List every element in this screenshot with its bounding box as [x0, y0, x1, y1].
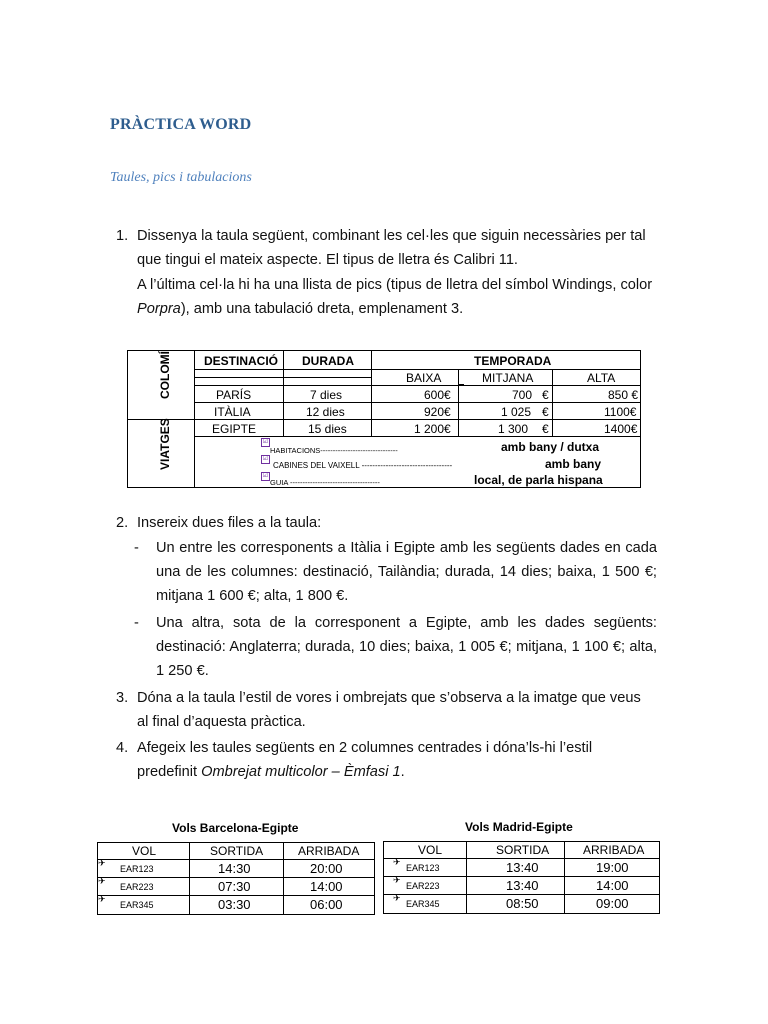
checkbox-bullet-icon: ☑	[262, 473, 269, 479]
header-durada: DURADA	[302, 354, 354, 368]
cell-alta: 850 €	[608, 388, 639, 402]
plane-icon: ✈	[393, 875, 401, 885]
header-mitjana: MITJANA	[482, 371, 534, 385]
table-side-label-bottom: VIATGES	[158, 418, 172, 470]
cell-baixa: 920€	[424, 405, 451, 419]
flight-arrival: 14:00	[596, 878, 629, 893]
flight-arrival: 09:00	[596, 896, 629, 911]
header-temporada: TEMPORADA	[474, 354, 552, 368]
flight-departure: 07:30	[218, 879, 251, 894]
bullet-value: amb bany	[545, 457, 602, 471]
plane-icon: ✈	[98, 894, 106, 904]
flight-table-title: Vols Madrid-Egipte	[465, 820, 573, 834]
item-number: 1.	[116, 228, 129, 244]
item-number: 4.	[116, 740, 129, 756]
flight-number: EAR223	[120, 882, 154, 892]
cell-baixa: 600€	[424, 388, 451, 402]
flight-arrival: 14:00	[310, 879, 343, 894]
header-destinacio: DESTINACIÓ	[204, 354, 279, 368]
plane-icon: ✈	[98, 858, 106, 868]
flight-departure: 14:30	[218, 861, 251, 876]
flight-header: ARRIBADA	[583, 843, 645, 857]
item-2-text: Insereix dues files a la taula:	[137, 515, 322, 531]
cell-baixa: 1 200€	[414, 422, 451, 436]
item-3-text: Dóna a la taula l’estil de vores i ombrejats que s’observa a la imatge que veus al final d’aquesta pràctica.	[137, 690, 641, 730]
flight-table-barcelona	[97, 842, 375, 915]
cell-mitjana: 1 300	[498, 422, 529, 436]
cell-dest: EGIPTE	[212, 422, 257, 436]
page-title: PRÀCTICA WORD	[110, 116, 252, 133]
flight-arrival: 06:00	[310, 897, 343, 912]
item-4-text-a: Afegeix les taules següents en 2 columnes centrades i dóna’ls-hi l’estil predefinit	[137, 740, 593, 780]
cell-alta: 1400€	[604, 422, 638, 436]
flight-number: EAR345	[120, 900, 154, 910]
plane-icon: ✈	[98, 876, 106, 886]
cell-mitjana-euro: €	[542, 405, 549, 419]
main-table	[127, 350, 641, 488]
item-4-emphasis: Ombrejat multicolor – Èmfasi 1	[201, 764, 401, 780]
cell-dest: ITÀLIA	[214, 405, 251, 419]
bullet-label: CABINES DEL VAIXELL ----------------------------------	[273, 461, 453, 470]
checkbox-bullet-icon: ☑	[262, 439, 269, 445]
flight-arrival: 19:00	[596, 860, 629, 875]
item-1-paragraph-2	[137, 273, 657, 321]
flight-header: SORTIDA	[496, 843, 550, 857]
cell-dur: 15 dies	[308, 422, 347, 436]
bullet-value: local, de parla hispana	[474, 473, 603, 487]
flight-number: EAR123	[120, 864, 154, 874]
flight-number: EAR223	[406, 881, 440, 891]
flight-table-title: Vols Barcelona-Egipte	[172, 821, 299, 835]
dash-marker: -	[134, 540, 139, 556]
flight-arrival: 20:00	[310, 861, 343, 876]
flight-departure: 03:30	[218, 897, 251, 912]
flight-header: SORTIDA	[210, 844, 264, 858]
dash-marker: -	[134, 615, 139, 631]
bullet-label: HABITACIONS-------------------------------	[270, 446, 398, 455]
item-1-p2-text-b: ), amb una tabulació dreta, emplenament 3.	[180, 301, 464, 317]
plane-icon: ✈	[393, 893, 401, 903]
cell-dur: 12 dies	[306, 405, 345, 419]
cell-dest: PARÍS	[216, 388, 252, 402]
flight-header: ARRIBADA	[298, 844, 360, 858]
header-alta: ALTA	[587, 371, 616, 385]
bullet-value: amb bany / dutxa	[501, 440, 600, 454]
item-1-p2-emphasis: Porpra	[137, 301, 181, 317]
page-subtitle: Taules, pics i tabulacions	[110, 170, 252, 185]
item-2-sub-1: Un entre les corresponents a Itàlia i Egipte amb les següents dades en cada una de les columnes: destinació, Tailàndia; durada, 14 dies; baixa, 1 500 €; mitjana 1 600 €; alta, 1 800 €.	[156, 540, 657, 604]
flight-header: VOL	[418, 843, 443, 857]
flight-number: EAR345	[406, 899, 440, 909]
plane-icon: ✈	[393, 857, 401, 867]
cell-alta: 1100€	[604, 405, 637, 419]
item-1-p2-text-a: A l’última cel·la hi ha una llista de pics (tipus de lletra del símbol Windings, color	[137, 277, 653, 293]
cell-dur: 7 dies	[310, 388, 343, 402]
flight-departure: 13:40	[506, 878, 539, 893]
item-2-sub-2: Una altra, sota de la corresponent a Egipte, amb les dades següents: destinació: Anglaterra; durada, 10 dies; baixa, 1 005 €; mitjana, 1 100 €; alta, 1 250 €.	[156, 615, 657, 679]
checkbox-bullet-icon: ☑	[262, 456, 269, 462]
cell-mitjana: 700	[512, 388, 533, 402]
header-baixa: BAIXA	[406, 371, 442, 385]
item-number: 2.	[116, 515, 129, 531]
flight-number: EAR123	[406, 863, 440, 873]
item-4-text	[137, 736, 642, 784]
flight-table-madrid	[383, 841, 660, 914]
item-4-text-b: .	[400, 764, 405, 780]
cell-mitjana-euro: €	[542, 422, 549, 436]
bullet-label: GUIA ------------------------------------	[270, 478, 380, 487]
item-number: 3.	[116, 690, 129, 706]
table-side-label-top: COLOMÍ	[158, 351, 172, 399]
cell-mitjana: 1 025	[501, 405, 532, 419]
item-1-text: Dissenya la taula següent, combinant les cel·les que siguin necessàries per tal que tingui el mateix aspecte. El tipus de lletra és Calibri 11.	[137, 228, 646, 268]
flight-departure: 13:40	[506, 860, 539, 875]
cell-mitjana-euro: €	[542, 388, 549, 402]
flight-header: VOL	[132, 844, 157, 858]
flight-departure: 08:50	[506, 896, 539, 911]
